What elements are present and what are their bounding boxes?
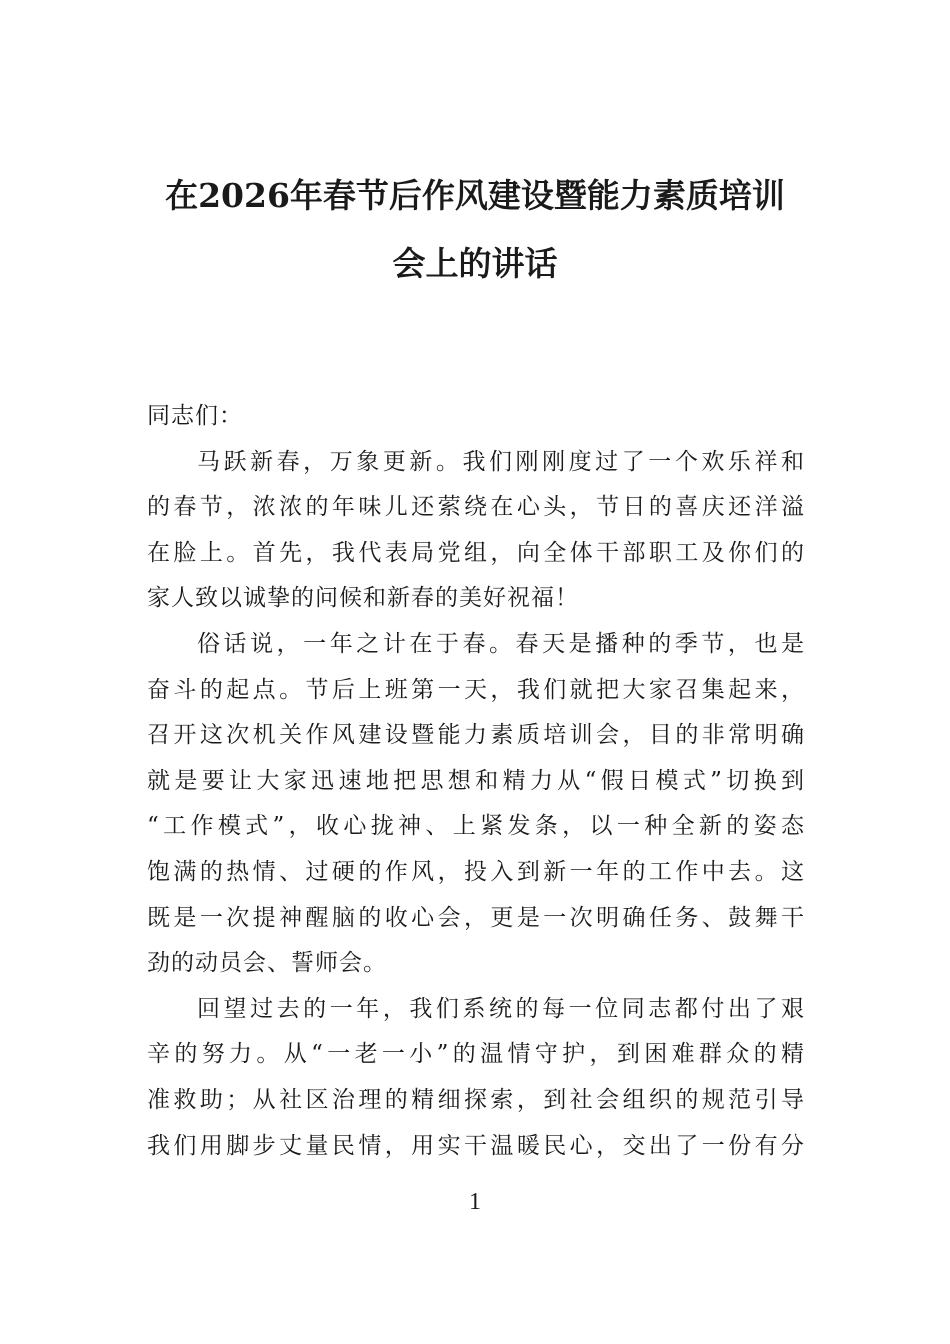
- paragraph-line: 奋斗的起点。节后上班第一天，我们就把大家召集起来，: [147, 676, 805, 703]
- title-line-2: 会上的讲话: [392, 244, 558, 283]
- paragraph-line: 回望过去的一年，我们系统的每一位同志都付出了艰: [197, 995, 805, 1022]
- paragraph-line: 劲的动员会、誓师会。: [147, 950, 387, 977]
- paragraph-line: “工作模式”，收心拢神、上紧发条，以一种全新的姿态: [147, 813, 805, 840]
- page-number: 1: [469, 1189, 481, 1215]
- paragraph-line: 准救助；从社区治理的精细探索，到社会组织的规范引导: [147, 1086, 805, 1113]
- paragraph-line: 马跃新春，万象更新。我们刚刚度过了一个欢乐祥和: [197, 448, 805, 475]
- paragraph-line: 就是要让大家迅速地把思想和精力从“假日模式”切换到: [147, 767, 805, 794]
- paragraph-line: 饱满的热情、过硬的作风，投入到新一年的工作中去。这: [147, 858, 805, 885]
- document-title: [140, 162, 810, 298]
- paragraph-3: [147, 987, 805, 1169]
- paragraph-line: 召开这次机关作风建设暨能力素质培训会，目的非常明确: [147, 722, 805, 749]
- paragraph-line: 俗话说，一年之计在于春。春天是播种的季节，也是: [197, 630, 805, 657]
- paragraph-line: 既是一次提神醒脑的收心会，更是一次明确任务、鼓舞干: [147, 904, 805, 931]
- document-body: [147, 394, 805, 1169]
- paragraph-1: [147, 440, 805, 622]
- paragraph-line: 的春节，浓浓的年味儿还萦绕在心头，节日的喜庆还洋溢: [147, 494, 805, 521]
- paragraph-2: [147, 622, 805, 987]
- paragraph-line: 我们用脚步丈量民情，用实干温暖民心，交出了一份有分: [147, 1132, 805, 1159]
- paragraph-line: 在脸上。首先，我代表局党组，向全体干部职工及你们的: [147, 539, 805, 566]
- salutation: 同志们：: [147, 403, 243, 429]
- title-line-1: 在2026年春节后作风建设暨能力素质培训: [165, 176, 785, 215]
- paragraph-line: 家人致以诚挚的问候和新春的美好祝福！: [147, 585, 579, 612]
- paragraph-line: 辛的努力。从“一老一小”的温情守护，到困难群众的精: [147, 1041, 805, 1068]
